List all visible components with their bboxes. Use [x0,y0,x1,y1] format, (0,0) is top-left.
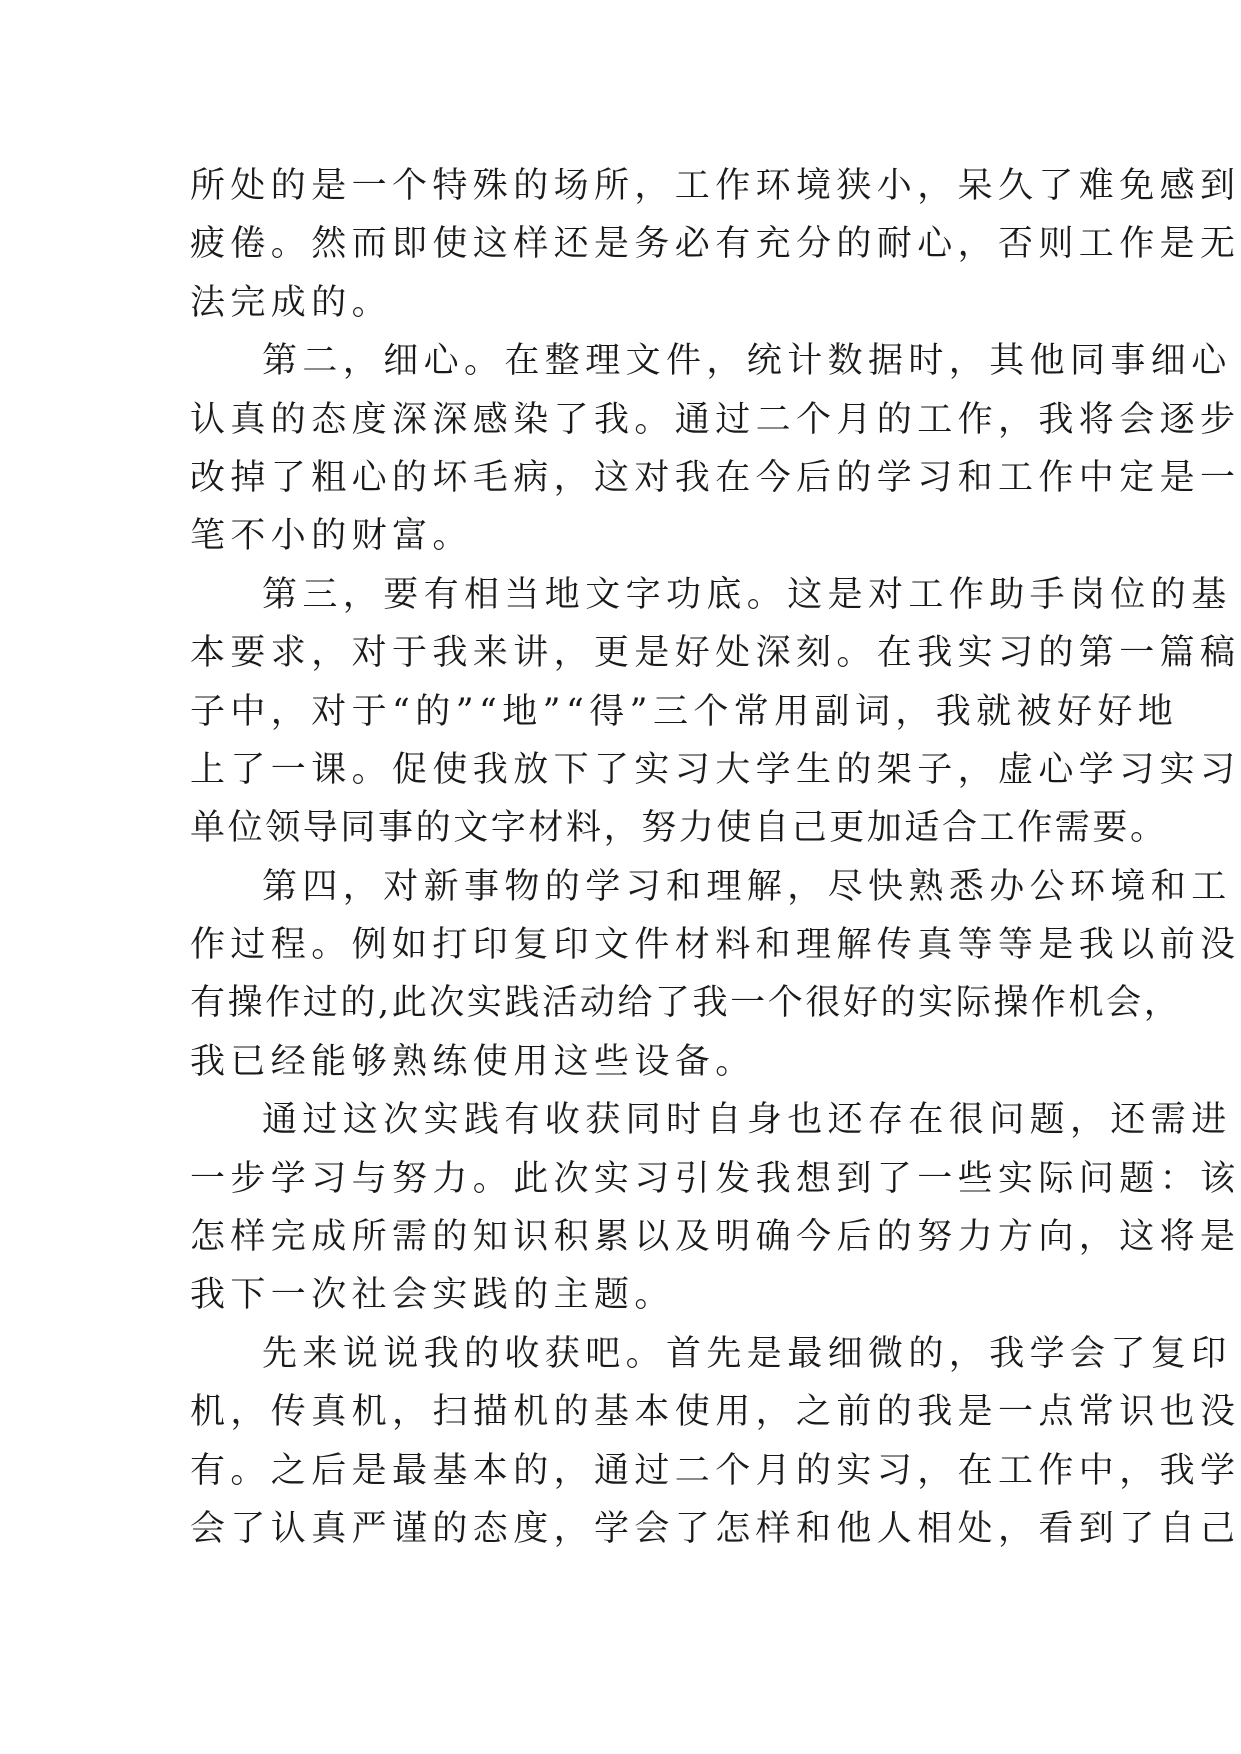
body-line: 笔不小的财富。 [190,516,473,557]
body-line: 所处的是一个特殊的场所，工作环境狭小，呆久了难免感到 [190,166,1241,206]
body-line: 作过程。例如打印复印文件材料和理解传真等等是我以前没 [190,925,1241,966]
body-line: 我下一次社会实践的主题。 [190,1275,675,1316]
document-body [190,157,1241,1558]
body-line: 认真的态度深深感染了我。通过二个月的工作，我将会逐步 [190,399,1241,440]
paragraph-first-line: 第二，细心。在整理文件，统计数据时，其他同事细心 [262,341,1232,382]
body-line: 有。之后是最基本的，通过二个月的实习，在工作中，我学 [190,1450,1241,1491]
body-line: 上了一课。促使我放下了实习大学生的架子，虚心学习实习 [190,749,1241,790]
body-line: 有操作过的,此次实践活动给了我一个很好的实际操作机会， [190,983,1182,1024]
body-line: 改掉了粗心的坏毛病，这对我在今后的学习和工作中定是一 [190,457,1241,498]
paragraph-first-line: 通过这次实践有收获同时自身也还存在很问题，还需进 [262,1100,1232,1141]
body-line: 我已经能够熟练使用这些设备。 [190,1041,756,1082]
body-line: 一步学习与努力。此次实习引发我想到了一些实际问题：该 [190,1158,1241,1199]
body-line: 子中，对于“的”“地”“得”三个常用副词，我就被好好地 [190,691,1179,732]
paragraph-first-line: 第三，要有相当地文字功底。这是对工作助手岗位的基 [262,574,1232,615]
paragraph-first-line: 第四，对新事物的学习和理解，尽快熟悉办公环境和工 [262,866,1232,907]
body-line: 怎样完成所需的知识积累以及明确今后的努力方向，这将是 [190,1217,1241,1258]
body-line: 机，传真机，扫描机的基本使用，之前的我是一点常识也没 [190,1392,1241,1433]
body-line: 疲倦。然而即使这样还是务必有充分的耐心，否则工作是无 [190,224,1241,265]
paragraph-first-line: 先来说说我的收获吧。首先是最细微的，我学会了复印 [262,1333,1232,1374]
body-line: 会了认真严谨的态度，学会了怎样和他人相处，看到了自己 [190,1508,1241,1549]
body-line: 本要求，对于我来讲，更是好处深刻。在我实习的第一篇稿 [190,633,1241,674]
body-line: 单位领导同事的文字材料，努力使自己更加适合工作需要。 [190,808,1168,849]
body-line: 法完成的。 [190,282,393,323]
